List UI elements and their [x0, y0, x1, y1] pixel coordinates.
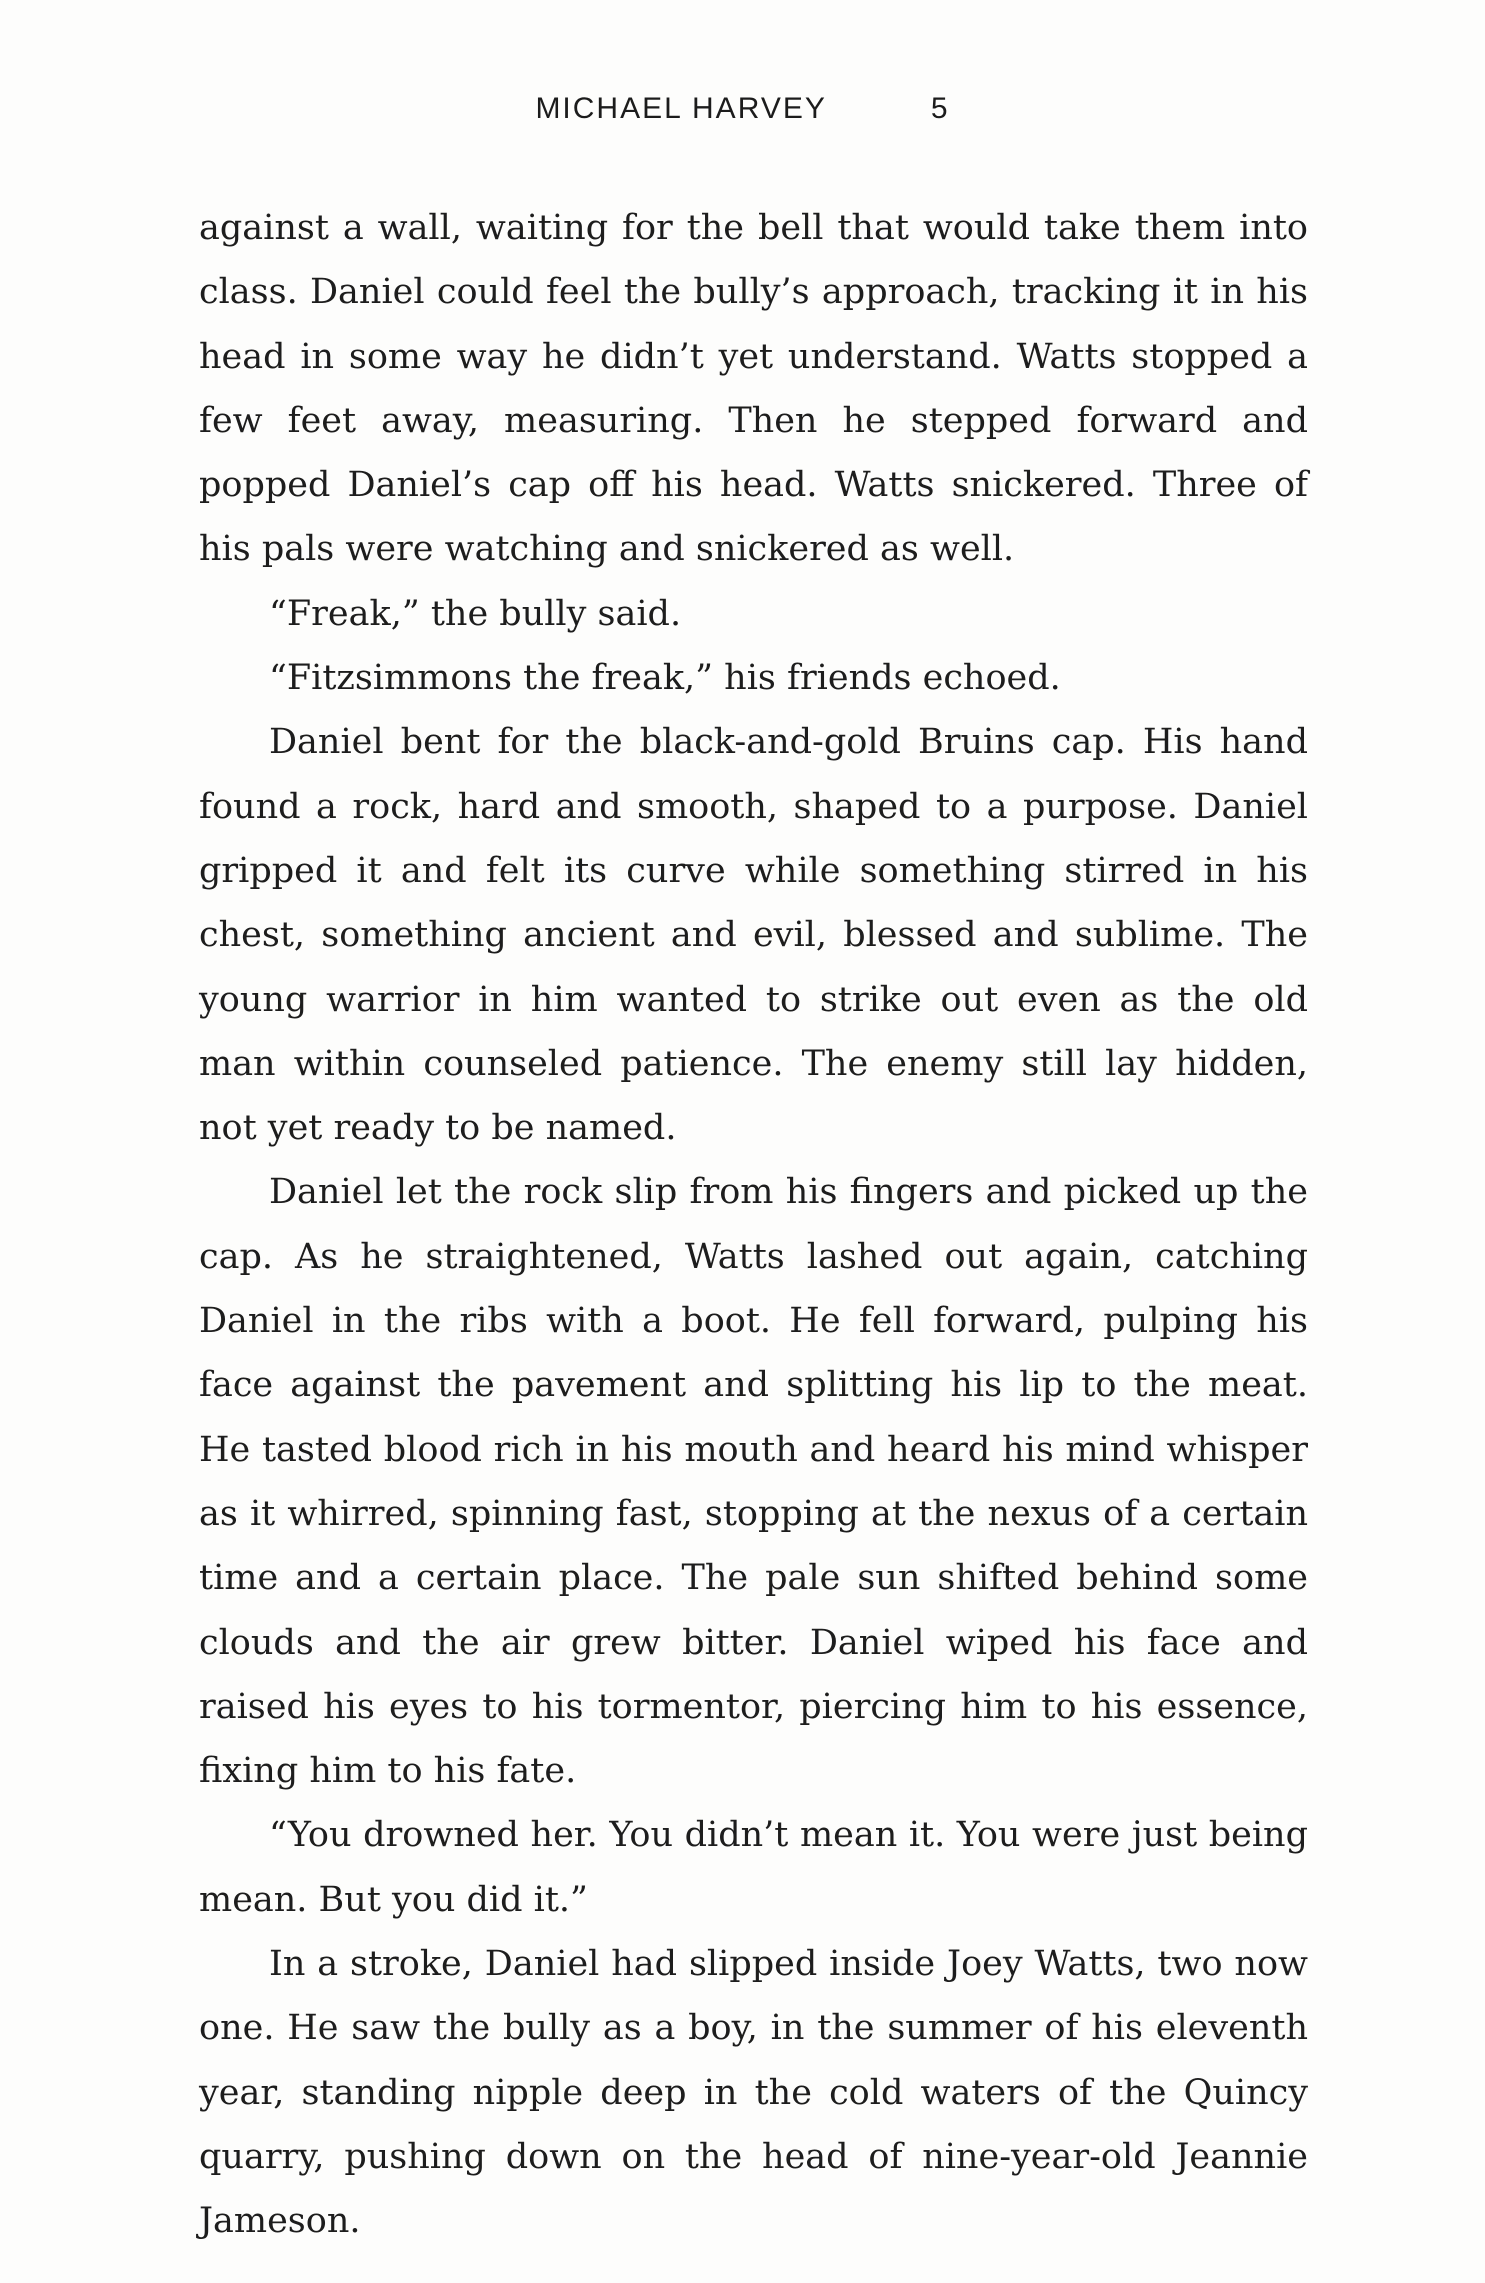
running-head [0, 92, 1485, 126]
page-number: 5 [930, 92, 950, 125]
paragraph: “Fitzsimmons the freak,” his friends echoed. [269, 658, 1061, 699]
paragraph: Daniel let the rock slip from his fingers and picked up the cap. As he straightened, Watts lashed out again, catching Daniel in the ribs with a boot. He fell forward, pulping his face against the pavement and splitting his lip to the meat. He tasted blood rich in his mouth and heard his mind whisper as it whirred, spinning fast, stopping at the nexus of a certain time and a certain place. The pale sun shifted behind some clouds and the air grew bitter. Daniel wiped his face and raised his eyes to his tormentor, piercing him to his essence, fixing him to his fate. [199, 1172, 1308, 1792]
paragraph: against a wall, waiting for the bell that would take them into class. Daniel could feel the bully’s approach, tracking it in his head in some way he didn’t yet understand. Watts stopped a few feet away, measuring. Then he stepped forward and popped Daniel’s cap off his head. Watts snickered. Three of his pals were watching and snickered as well. [199, 208, 1308, 570]
paragraph: “You drowned her. You didn’t mean it. You were just being mean. But you did it.” [199, 1815, 1308, 1920]
body-text [199, 196, 1308, 2254]
running-head-author: MICHAEL HARVEY [535, 92, 827, 125]
paragraph: Daniel bent for the black-and-gold Bruins cap. His hand found a rock, hard and smooth, shaped to a purpose. Daniel gripped it and felt its curve while something stirred in his chest, something ancient and evil, blessed and sublime. The young warrior in him wanted to strike out even as the old man within counseled patience. The enemy still lay hidden, not yet ready to be named. [199, 722, 1308, 1149]
paragraph: In a stroke, Daniel had slipped inside Joey Watts, two now one. He saw the bully as a boy, in the summer of his eleventh year, standing nipple deep in the cold waters of the Quincy quarry, pushing down on the head of nine-year-old Jeannie Jameson. [199, 1944, 1308, 2242]
paragraph: “Freak,” the bully said. [269, 593, 682, 634]
